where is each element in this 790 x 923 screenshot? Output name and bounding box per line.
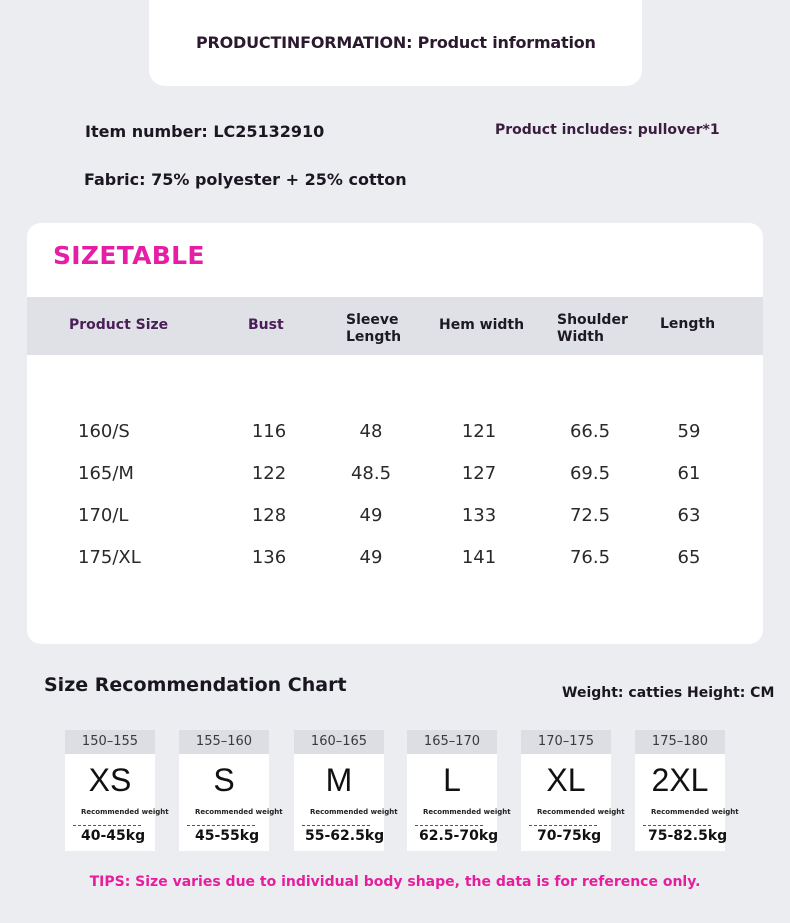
recommended-weight-label: Recommended weight bbox=[81, 808, 169, 816]
weight-range: 62.5-70kg bbox=[419, 828, 499, 844]
height-range: 150–155 bbox=[65, 730, 155, 754]
header-length: Length bbox=[660, 316, 716, 332]
divider bbox=[302, 825, 370, 826]
table-row bbox=[27, 547, 763, 577]
cell-shoulder: 72.5 bbox=[569, 505, 611, 526]
cell-bust: 116 bbox=[251, 421, 287, 442]
size-letter: XS bbox=[88, 762, 132, 798]
product-includes: Product includes: pullover*1 bbox=[495, 122, 720, 138]
cell-shoulder: 76.5 bbox=[569, 547, 611, 568]
size-letter: XL bbox=[546, 762, 586, 798]
table-row bbox=[27, 463, 763, 493]
recommended-weight-label: Recommended weight bbox=[423, 808, 511, 816]
divider bbox=[187, 825, 255, 826]
header-sleeve-line2: Length bbox=[346, 329, 402, 345]
units-note: Weight: catties Height: CM bbox=[562, 685, 775, 701]
table-row bbox=[27, 505, 763, 535]
header-shoulder-width bbox=[557, 312, 628, 346]
size-table-title: SIZETABLE bbox=[53, 241, 205, 270]
cell-shoulder: 69.5 bbox=[569, 463, 611, 484]
cell-sleeve: 49 bbox=[359, 505, 383, 526]
size-card-2xl bbox=[635, 730, 739, 851]
weight-range: 40-45kg bbox=[81, 828, 146, 844]
weight-range: 55-62.5kg bbox=[305, 828, 385, 844]
cell-hem: 141 bbox=[461, 547, 497, 568]
header-sleeve-length bbox=[346, 312, 401, 346]
size-card-m bbox=[294, 730, 398, 851]
height-range: 160–165 bbox=[294, 730, 384, 754]
fabric-composition: Fabric: 75% polyester + 25% cotton bbox=[84, 170, 407, 189]
cell-size: 160/S bbox=[78, 421, 130, 442]
weight-range: 75-82.5kg bbox=[648, 828, 728, 844]
size-recommendation-title: Size Recommendation Chart bbox=[44, 674, 347, 696]
height-range: 170–175 bbox=[521, 730, 611, 754]
header-shoulder-line1: Shoulder bbox=[557, 312, 628, 328]
size-letter: S bbox=[213, 762, 235, 798]
size-card-xs bbox=[65, 730, 169, 851]
header-hem-width: Hem width bbox=[439, 317, 525, 333]
size-letter: 2XL bbox=[651, 762, 709, 798]
cell-bust: 136 bbox=[251, 547, 287, 568]
cell-size: 170/L bbox=[78, 505, 129, 526]
cell-sleeve: 48.5 bbox=[350, 463, 392, 484]
height-range: 155–160 bbox=[179, 730, 269, 754]
header-sleeve-line1: Sleeve bbox=[346, 312, 399, 328]
cell-bust: 128 bbox=[251, 505, 287, 526]
size-letter: L bbox=[443, 762, 461, 798]
cell-hem: 127 bbox=[461, 463, 497, 484]
height-range: 175–180 bbox=[635, 730, 725, 754]
cell-sleeve: 48 bbox=[359, 421, 383, 442]
tips-note: TIPS: Size varies due to individual body shape, the data is for reference only. bbox=[89, 874, 701, 890]
product-information-heading: PRODUCTINFORMATION: Product information bbox=[196, 33, 596, 52]
cell-shoulder: 66.5 bbox=[569, 421, 611, 442]
cell-length: 63 bbox=[677, 505, 701, 526]
height-range: 165–170 bbox=[407, 730, 497, 754]
size-letter: M bbox=[325, 762, 353, 798]
divider bbox=[73, 825, 141, 826]
size-card-l bbox=[407, 730, 511, 851]
recommended-weight-label: Recommended weight bbox=[651, 808, 739, 816]
weight-range: 45-55kg bbox=[195, 828, 260, 844]
size-card-s bbox=[179, 730, 283, 851]
divider bbox=[415, 825, 483, 826]
cell-length: 59 bbox=[677, 421, 701, 442]
weight-range: 70-75kg bbox=[537, 828, 602, 844]
cell-length: 61 bbox=[677, 463, 701, 484]
recommended-weight-label: Recommended weight bbox=[310, 808, 398, 816]
cell-sleeve: 49 bbox=[359, 547, 383, 568]
header-bust: Bust bbox=[248, 317, 284, 333]
cell-size: 165/M bbox=[78, 463, 134, 484]
divider bbox=[529, 825, 597, 826]
size-table-card bbox=[27, 223, 763, 644]
header-shoulder-line2: Width bbox=[557, 329, 604, 345]
cell-size: 175/XL bbox=[78, 547, 141, 568]
size-table-header bbox=[27, 297, 763, 355]
cell-bust: 122 bbox=[251, 463, 287, 484]
item-number: Item number: LC25132910 bbox=[85, 122, 325, 141]
divider bbox=[643, 825, 711, 826]
header-product-size: Product Size bbox=[69, 317, 169, 333]
size-card-xl bbox=[521, 730, 625, 851]
recommended-weight-label: Recommended weight bbox=[195, 808, 283, 816]
table-row bbox=[27, 421, 763, 451]
recommended-weight-label: Recommended weight bbox=[537, 808, 625, 816]
cell-length: 65 bbox=[677, 547, 701, 568]
cell-hem: 121 bbox=[461, 421, 497, 442]
cell-hem: 133 bbox=[461, 505, 497, 526]
